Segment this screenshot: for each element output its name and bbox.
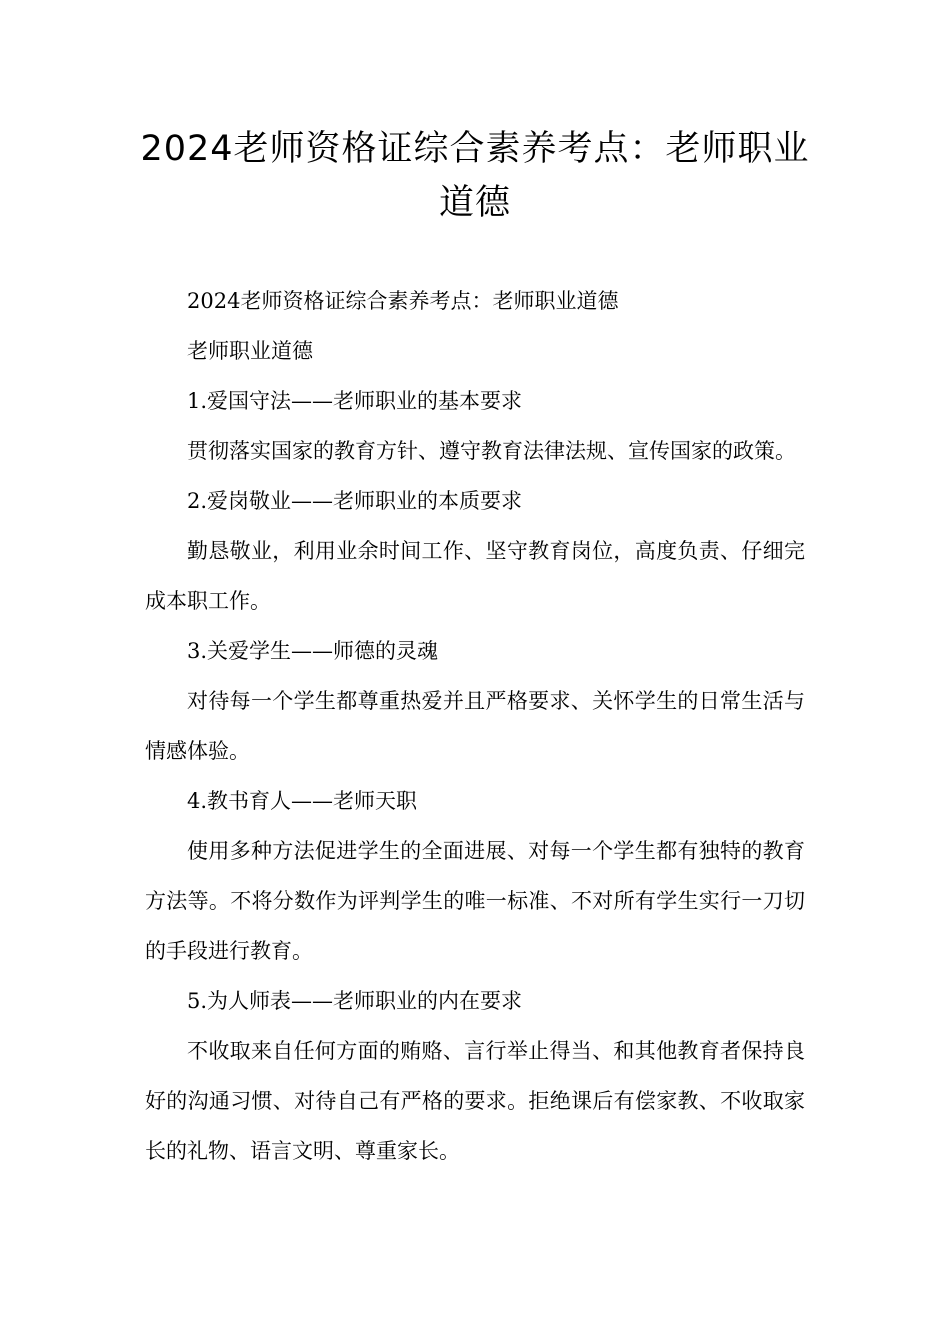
paragraph-item-4-text: 使用多种方法促进学生的全面进展、对每一个学生都有独特的教育方法等。不将分数作为评判学生的唯一标准、不对所有学生实行一刀切的手段进行教育。: [145, 839, 805, 963]
paragraph-item-3-text: 对待每一个学生都尊重热爱并且严格要求、关怀学生的日常生活与情感体验。: [145, 689, 805, 763]
document-body: [145, 276, 805, 1176]
paragraph-item-3-heading: 3.关爱学生——师德的灵魂: [187, 639, 439, 663]
paragraph-item-5-heading: 5.为人师表——老师职业的内在要求: [187, 989, 523, 1013]
paragraph-item-5-text: 不收取来自任何方面的贿赂、言行举止得当、和其他教育者保持良好的沟通习惯、对待自己有严格的要求。拒绝课后有偿家教、不收取家长的礼物、语言文明、尊重家长。: [145, 1039, 805, 1163]
paragraph-subtitle-repeat: 2024老师资格证综合素养考点：老师职业道德: [187, 289, 619, 313]
document-title: 2024老师资格证综合素养考点：老师职业道德: [140, 129, 810, 223]
paragraph-item-2-heading: 2.爱岗敬业——老师职业的本质要求: [187, 489, 523, 513]
paragraph-item-2-text: 勤恳敬业，利用业余时间工作、坚守教育岗位，高度负责、仔细完成本职工作。: [145, 539, 805, 613]
paragraph-item-4-heading: 4.教书育人——老师天职: [187, 789, 418, 813]
paragraph-item-1-text: 贯彻落实国家的教育方针、遵守教育法律法规、宣传国家的政策。: [187, 439, 796, 463]
paragraph-item-1-heading: 1.爱国守法——老师职业的基本要求: [187, 389, 523, 413]
paragraph-section-heading: 老师职业道德: [187, 339, 313, 363]
